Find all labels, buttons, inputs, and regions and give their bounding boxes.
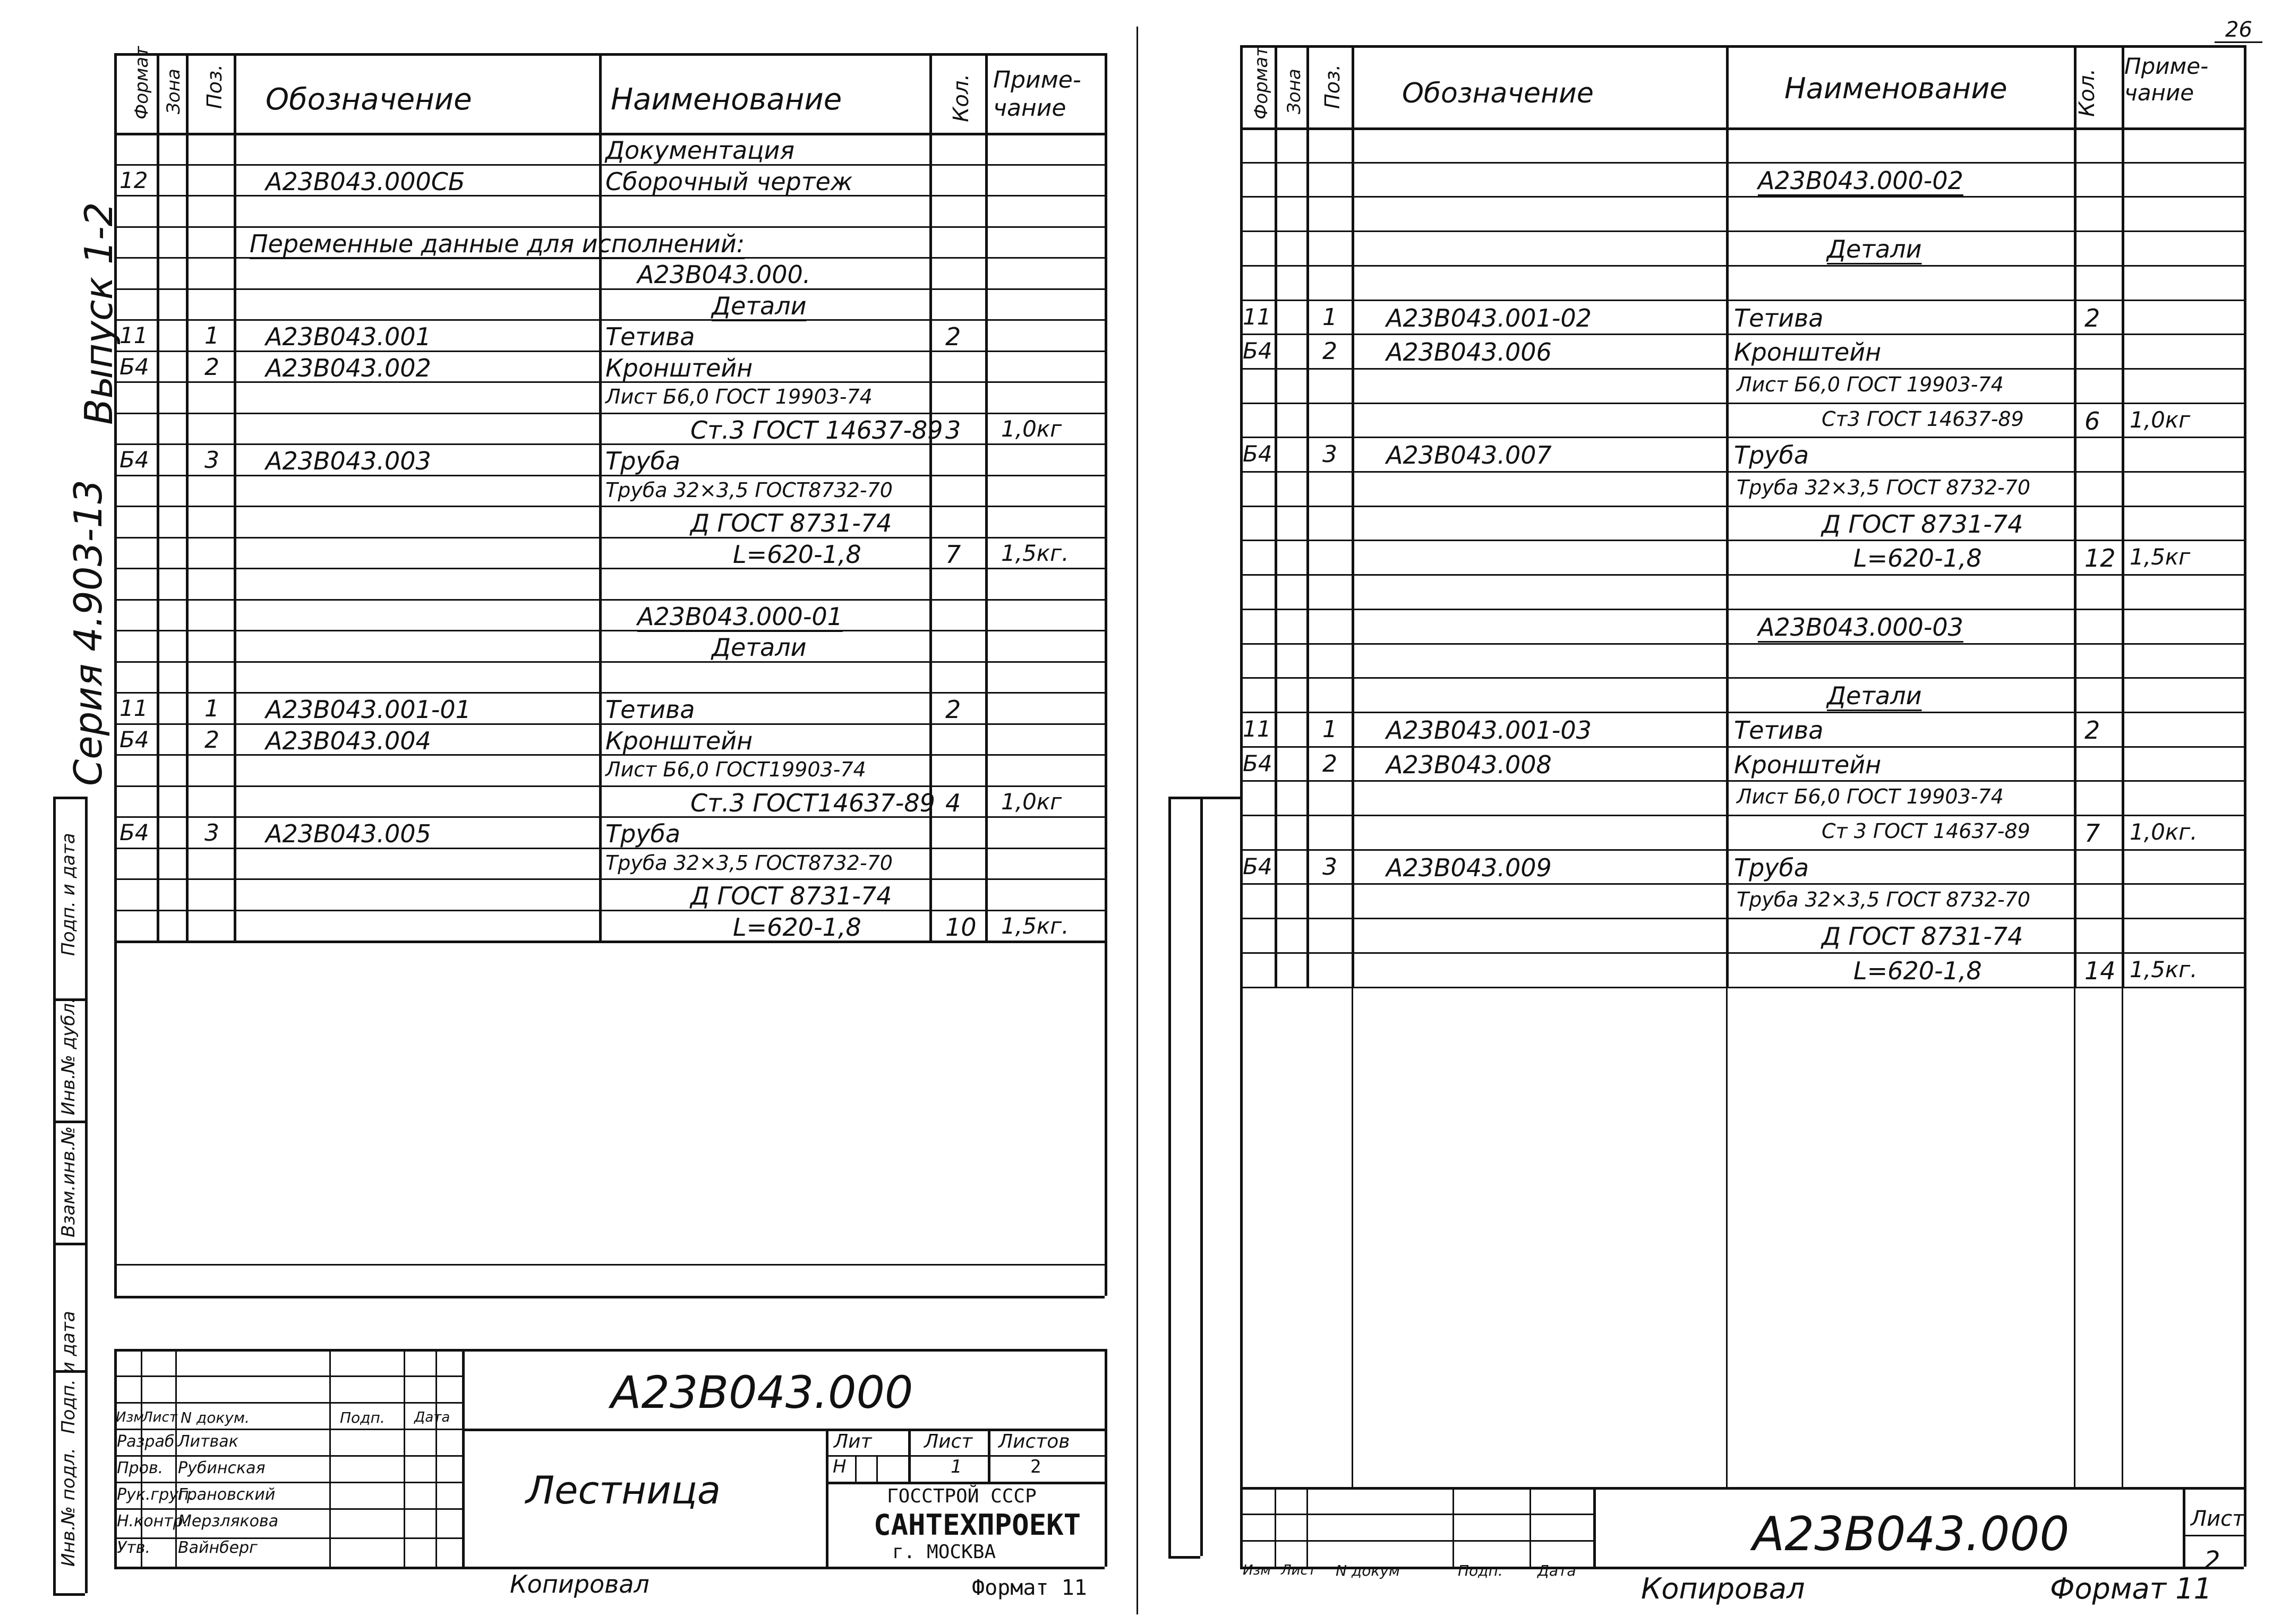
left-row-note: 1,0кг xyxy=(1001,415,1062,442)
left-row-name: А23В043.000-01 xyxy=(637,602,843,631)
left-row-designation: А23В043.001 xyxy=(266,322,431,351)
right-row-name: Ст3 ГОСТ 14637-89 xyxy=(1822,407,2024,431)
org-line3: г. МОСКВА xyxy=(892,1541,996,1563)
left-row-name: Труба 32×3,5 ГОСТ8732-70 xyxy=(605,851,893,875)
grid-line-h xyxy=(1168,1556,1200,1559)
grid-line-v xyxy=(1240,45,1243,987)
r-col-designation-header: Обозначение xyxy=(1402,78,1594,109)
left-row-format: Б4 xyxy=(119,447,149,473)
right-row-designation: А23В043.009 xyxy=(1386,853,1552,882)
right-row-name: Детали xyxy=(1827,681,1922,711)
tb-name: Мерзлякова xyxy=(178,1512,279,1531)
left-row-name: Д ГОСТ 8731-74 xyxy=(690,509,892,537)
right-row-name: Тетива xyxy=(1734,303,1824,332)
grid-line-h xyxy=(1240,643,2244,645)
grid-line-h xyxy=(1240,540,2244,541)
r-note-header-line1: Приме- xyxy=(2124,53,2209,79)
grid-line-h xyxy=(1240,196,2244,198)
left-row-name: Тетива xyxy=(605,695,695,724)
org-line1: ГОССТРОЙ СССР xyxy=(887,1485,1037,1507)
page-corner-number: 26 xyxy=(2225,18,2252,42)
col-pos-header: Поз. xyxy=(203,64,226,109)
left-row-qty: 4 xyxy=(945,788,961,817)
left-row-name: Сборочный чертеж xyxy=(605,167,853,196)
r-col-zone-header: Зона xyxy=(1284,69,1305,114)
right-row-name: Д ГОСТ 8731-74 xyxy=(1822,509,2023,539)
left-row-pos: 1 xyxy=(204,695,219,722)
r-col-format-header: Формат xyxy=(1251,46,1272,119)
right-row-pos: 1 xyxy=(1322,303,1337,331)
grid-line-h xyxy=(1240,849,2244,851)
grid-line-v xyxy=(1306,45,1309,987)
left-row-name: Труба 32×3,5 ГОСТ8732-70 xyxy=(605,478,893,502)
right-row-designation: А23В043.001-03 xyxy=(1386,715,1592,745)
right-row-name: Д ГОСТ 8731-74 xyxy=(1822,922,2023,951)
grid-line-h xyxy=(1240,1540,1593,1542)
left-row-designation: А23В043.001-01 xyxy=(266,695,471,724)
grid-line-v xyxy=(2074,45,2077,987)
grid-line-h xyxy=(1240,45,2244,48)
grid-line-h xyxy=(1240,437,2244,438)
grid-line-h xyxy=(1240,334,2244,335)
r-col-name-header: Наименование xyxy=(1784,72,2007,105)
r-col-qty-header: Кол. xyxy=(2075,68,2099,117)
left-row-name: L=620-1,8 xyxy=(733,912,861,942)
left-row-qty: 7 xyxy=(945,540,961,569)
left-row-qty: 3 xyxy=(945,415,961,445)
right-row-note: 1,0кг xyxy=(2130,406,2191,433)
tb-h-list: Лист xyxy=(142,1409,177,1425)
right-row-note: 1,0кг. xyxy=(2130,819,2198,845)
right-row-designation: А23В043.001-02 xyxy=(1386,303,1592,332)
grid-line-v xyxy=(1726,45,1729,987)
left-row-qty: 2 xyxy=(945,322,961,351)
left-row-name: Документация xyxy=(605,136,795,165)
right-row-name: Кронштейн xyxy=(1734,750,1882,779)
right-row-name: Детали xyxy=(1827,235,1922,264)
grid-line-v xyxy=(1275,1487,1276,1567)
right-row-pos: 3 xyxy=(1322,853,1337,881)
right-row-name: L=620-1,8 xyxy=(1853,956,1982,985)
col-designation-header: Обозначение xyxy=(266,82,472,117)
right-row-note: 1,5кг. xyxy=(2130,956,2198,982)
grid-line-v xyxy=(1529,1487,1531,1567)
r-col-pos-header: Поз. xyxy=(1321,64,1344,109)
left-row-designation: А23В043.000СБ xyxy=(266,167,465,196)
r-tb-h-list: Лист xyxy=(1281,1562,1316,1578)
copied-label: Копировал xyxy=(510,1570,650,1599)
left-row-pos: 3 xyxy=(204,447,219,474)
tb-h-ndok: N докум. xyxy=(181,1409,250,1426)
right-row-pos: 2 xyxy=(1322,750,1337,777)
grid-line-v xyxy=(1593,1487,1596,1567)
left-row-note: 1,0кг xyxy=(1001,788,1062,815)
grid-line-v xyxy=(2122,45,2124,987)
grid-line-v xyxy=(1275,45,1277,987)
right-row-qty: 7 xyxy=(2084,819,2100,848)
col-name-header: Наименование xyxy=(611,82,842,117)
grid-line-h xyxy=(1168,797,1240,799)
left-row-name: Лист Б6,0 ГОСТ19903-74 xyxy=(605,758,866,781)
org-line2: САНТЕХПРОЕКТ xyxy=(874,1508,1081,1542)
grid-line-h xyxy=(1240,987,2244,988)
side-vzam-inv: Взам.инв.№ xyxy=(58,1126,79,1237)
right-row-note: 1,5кг xyxy=(2130,544,2191,570)
grid-line-v xyxy=(1352,987,1353,1488)
left-row-pos: 1 xyxy=(204,322,219,349)
left-row-qty: 2 xyxy=(945,695,961,724)
left-row-designation: А23В043.003 xyxy=(266,447,431,475)
grid-line-v xyxy=(2122,987,2123,1488)
left-row-format: 11 xyxy=(119,695,148,721)
right-row-qty: 2 xyxy=(2084,715,2100,745)
left-row-name: Ст.3 ГОСТ14637-89 xyxy=(690,788,935,817)
doc-code: А23В043.000 xyxy=(611,1366,913,1418)
page-corner-line xyxy=(2215,41,2262,43)
side-label-vypusk: Выпуск 1-2 xyxy=(76,202,121,425)
right-row-pos: 2 xyxy=(1322,338,1337,365)
r-doc-code: А23В043.000 xyxy=(1753,1507,2070,1561)
right-row-name: Труба 32×3,5 ГОСТ 8732-70 xyxy=(1737,476,2031,499)
grid-line-h xyxy=(1240,506,2244,507)
right-row-name: Труба xyxy=(1734,853,1809,882)
right-row-name: Труба 32×3,5 ГОСТ 8732-70 xyxy=(1737,888,2031,912)
right-row-name: Кронштейн xyxy=(1734,338,1882,367)
left-row-format: 11 xyxy=(119,322,148,348)
right-row-pos: 1 xyxy=(1322,715,1337,743)
tb-h-data: Дата xyxy=(414,1409,450,1425)
left-row-name: Лист Б6,0 ГОСТ 19903-74 xyxy=(605,385,873,408)
grid-line-h xyxy=(1240,609,2244,610)
left-row-format: Б4 xyxy=(119,819,149,845)
left-row-format: Б4 xyxy=(119,353,149,380)
grid-line-h xyxy=(1240,574,2244,576)
grid-line-v xyxy=(1306,1487,1308,1567)
r-tb-h-izm: Изм xyxy=(1243,1562,1271,1578)
r-col-note-header xyxy=(2124,53,2208,107)
left-row-name: Детали xyxy=(712,291,807,320)
tb-lit: Лит xyxy=(834,1431,872,1452)
grid-line-v xyxy=(2244,987,2246,1567)
left-row-name: Кронштейн xyxy=(605,353,753,382)
grid-line-h xyxy=(1240,162,2244,164)
tb-role: Разраб. xyxy=(117,1432,180,1451)
grid-line-h xyxy=(1240,403,2244,404)
note-header-line2: чание xyxy=(993,94,1066,122)
grid-line-v xyxy=(1352,45,1354,987)
right-row-name: Лист Б6,0 ГОСТ 19903-74 xyxy=(1737,785,2004,809)
left-row-designation: А23В043.005 xyxy=(266,819,431,848)
col-qty-header: Кол. xyxy=(949,73,973,122)
r-tb-sheet-label: Лист xyxy=(2191,1507,2245,1531)
right-row-format: Б4 xyxy=(1243,853,1272,879)
right-row-name: А23В043.000-02 xyxy=(1758,166,1963,195)
left-row-name: Труба xyxy=(605,447,681,475)
left-row-note: 1,5кг. xyxy=(1001,540,1069,566)
left-row-name: Д ГОСТ 8731-74 xyxy=(690,882,892,910)
tb-h-izm: Изм xyxy=(116,1409,144,1425)
tb-name: Вайнберг xyxy=(178,1538,258,1557)
r-tb-h-data: Дата xyxy=(1537,1562,1576,1579)
right-row-qty: 14 xyxy=(2084,956,2116,985)
right-row-qty: 2 xyxy=(2084,303,2100,332)
col-zone-header: Зона xyxy=(163,69,184,114)
left-row-format: Б4 xyxy=(119,726,149,753)
left-row-designation: А23В043.002 xyxy=(266,353,431,382)
col-format-header: Формат xyxy=(131,46,152,119)
tb-role: Пров. xyxy=(117,1459,164,1477)
r-copied-label: Копировал xyxy=(1641,1572,1805,1605)
right-row-designation: А23В043.007 xyxy=(1386,441,1552,470)
grid-line-h xyxy=(1240,368,2244,370)
left-row-designation: Переменные данные для исполнений: xyxy=(250,229,745,258)
tb-sheet: Лист xyxy=(924,1431,973,1452)
grid-line-v xyxy=(1240,987,1243,1567)
grid-line-h xyxy=(1240,883,2244,885)
side-inv-podl: Инв.№ подл. xyxy=(58,1448,79,1567)
tb-role: Утв. xyxy=(117,1538,150,1557)
r-tb-sheet-val: 2 xyxy=(2204,1546,2220,1576)
right-row-format: Б4 xyxy=(1243,750,1272,776)
right-row-name: Ст 3 ГОСТ 14637-89 xyxy=(1822,819,2030,843)
grid-line-v xyxy=(2183,1487,2185,1567)
grid-line-v xyxy=(2074,987,2075,1488)
doc-title: Лестница xyxy=(526,1468,721,1512)
right-row-format: 11 xyxy=(1243,303,1271,330)
right-row-qty: 6 xyxy=(2084,406,2100,435)
grid-line-h xyxy=(1240,780,2244,782)
r-note-header-line2: чание xyxy=(2124,80,2194,106)
grid-line-h xyxy=(1240,815,2244,816)
right-row-qty: 12 xyxy=(2084,544,2116,573)
r-tb-h-ndok: N докум xyxy=(1336,1562,1400,1579)
left-row-pos: 2 xyxy=(204,726,219,754)
right-row-name: L=620-1,8 xyxy=(1853,544,1982,573)
left-row-pos: 2 xyxy=(204,353,219,381)
grid-line-h xyxy=(1240,471,2244,473)
side-inv-dubl: Инв.№ дубл. xyxy=(58,997,79,1115)
left-row-name: Кронштейн xyxy=(605,726,753,755)
left-row-name: Тетива xyxy=(605,322,695,351)
left-row-pos: 3 xyxy=(204,819,219,847)
grid-line-h xyxy=(1240,230,2244,232)
tb-h-podp: Подп. xyxy=(340,1409,385,1426)
left-row-name: А23В043.000. xyxy=(637,260,811,289)
left-row-name: Труба xyxy=(605,819,681,848)
right-row-name: А23В043.000-03 xyxy=(1758,612,1963,642)
tb-role: Рук.груп. xyxy=(117,1485,194,1504)
grid-line-h xyxy=(1240,918,2244,919)
tb-name: Литвак xyxy=(178,1432,238,1451)
grid-line-v xyxy=(1168,797,1171,1556)
right-row-format: Б4 xyxy=(1243,338,1272,364)
grid-line-h xyxy=(1240,127,2244,130)
left-row-format: 12 xyxy=(119,167,148,193)
left-row-note: 1,5кг. xyxy=(1001,912,1069,939)
grid-line-h xyxy=(2183,1535,2244,1536)
right-row-name: Труба xyxy=(1734,441,1809,470)
r-tb-h-podp: Подп. xyxy=(1458,1562,1503,1579)
grid-line-h xyxy=(1240,677,2244,679)
grid-line-h xyxy=(1240,746,2244,748)
side-podp-data: Подп. и дата xyxy=(58,1311,79,1434)
tb-sheets: Листов xyxy=(998,1431,1070,1452)
left-row-qty: 10 xyxy=(945,912,977,942)
tb-role: Н.контр. xyxy=(117,1512,189,1531)
grid-line-h xyxy=(1240,712,2244,713)
left-row-name: L=620-1,8 xyxy=(733,540,861,569)
grid-line-h xyxy=(1240,300,2244,301)
side-podp-data-2: Подп. и дата xyxy=(58,833,79,956)
right-row-name: Лист Б6,0 ГОСТ 19903-74 xyxy=(1737,372,2004,396)
right-row-format: 11 xyxy=(1243,715,1271,742)
grid-line-h xyxy=(1240,265,2244,267)
left-row-designation: А23В043.004 xyxy=(266,726,431,755)
grid-line-h xyxy=(1240,1514,1593,1515)
note-header-line1: Приме- xyxy=(993,66,1081,93)
grid-line-v xyxy=(1726,987,1728,1488)
tb-sheets-val: 2 xyxy=(1030,1456,1041,1477)
tb-name: Грановский xyxy=(178,1485,276,1504)
grid-line-h xyxy=(1240,1487,2244,1490)
left-row-name: Детали xyxy=(712,633,807,662)
tb-lit-val: Н xyxy=(833,1456,847,1477)
grid-line-v xyxy=(1452,1487,1454,1567)
left-row-name: Ст.3 ГОСТ 14637-89 xyxy=(690,415,943,445)
right-row-designation: А23В043.006 xyxy=(1386,338,1552,367)
format-label: Формат 11 xyxy=(972,1576,1087,1600)
side-label-seria: Серия 4.903-13 xyxy=(66,480,110,786)
grid-line-v xyxy=(2244,45,2246,987)
tb-name: Рубинская xyxy=(178,1459,266,1477)
right-row-format: Б4 xyxy=(1243,441,1272,467)
r-format-label: Формат 11 xyxy=(2050,1572,2212,1605)
right-row-designation: А23В043.008 xyxy=(1386,750,1552,779)
grid-line-h xyxy=(1240,952,2244,954)
grid-line-v xyxy=(1200,797,1203,1556)
tb-sheet-val: 1 xyxy=(951,1456,962,1477)
right-row-pos: 3 xyxy=(1322,441,1337,468)
right-row-name: Тетива xyxy=(1734,715,1824,745)
